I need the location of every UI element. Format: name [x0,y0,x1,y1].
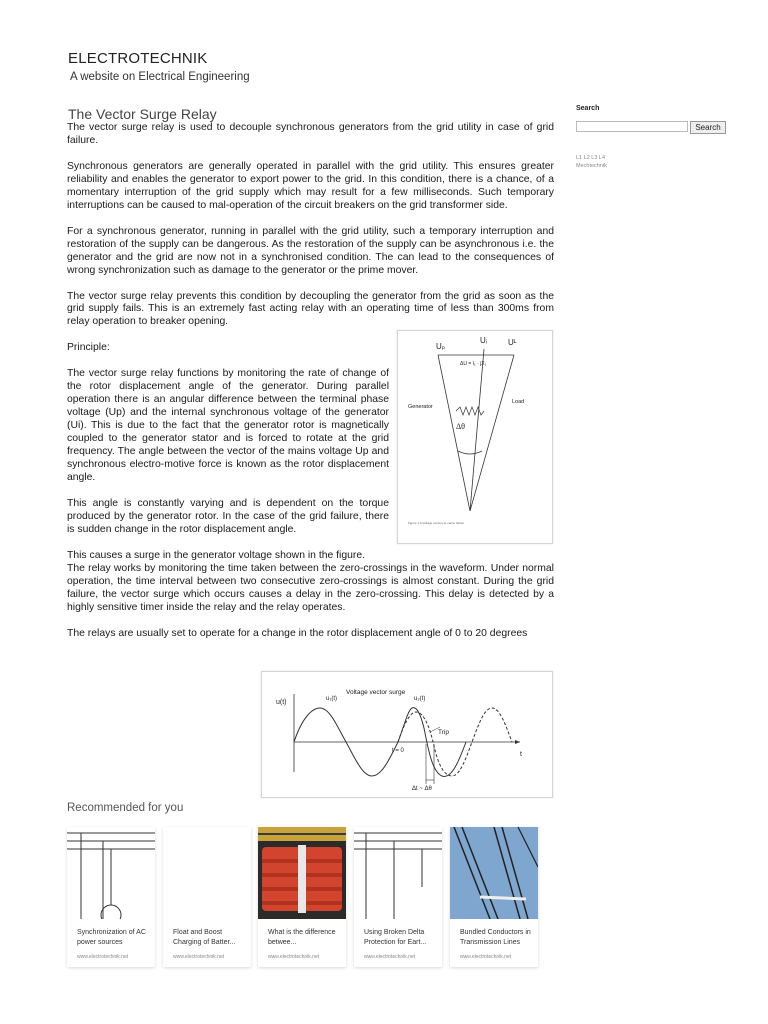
label-formula: ΔU = I₁ · jX₁ [460,361,487,367]
label-generator: Generator [408,404,433,410]
circuit-thumbnail [67,827,155,919]
label-delta: Δt ~ Δθ [412,786,432,792]
label-t: t [520,751,522,758]
card-title-4[interactable]: Using Broken Delta Protection for Eart... [364,929,427,946]
label-load: Load [512,399,525,405]
label-ul: Uᴸ [508,338,517,347]
card-thumbnail-2 [163,827,251,919]
card-site-1: www.electrotechnik.net [77,954,129,960]
delta-circuit-thumbnail [354,827,442,919]
x-axis-arrow [515,740,520,744]
card-thumbnail-5 [450,827,538,919]
figure-caption: Figure 1.0 Voltage vectors at mains failure [408,521,465,525]
site-title[interactable]: ELECTROTECHNIK [68,50,208,67]
waveform-diagram [262,672,552,797]
transmission-line-thumbnail [450,827,538,919]
paragraph-intro: The vector surge relay is used to decouple synchronous generators from the grid utility in case of grid failure. [67,122,554,146]
label-surge: Voltage vector surge [346,689,406,696]
card-thumbnail-1 [67,827,155,919]
search-button[interactable]: Search [690,121,726,134]
card-thumbnail-3 [258,827,346,919]
label-t0: t = 0 [392,748,404,754]
paragraph-relay-works: The relay works by monitoring the time taken between the zero-crossings in the waveform. Under normal operation, the time interval between two consecutive zero-crossings is almost constant. During the grid failure, the vector surge which occurs causes a delay in the zero-crossing. This delay is detected by a highly sensitive timer inside the relay and the relay operates. [67,562,554,613]
vector-up-line [438,355,470,511]
recommended-card-4[interactable] [354,827,442,967]
card-title-2[interactable]: Float and Boost Charging of Batter... [173,929,236,946]
paragraph-parallel-operation: Synchronous generators are generally operated in parallel with the grid utility. This ensures greater reliability and enables the generator to export power to the grid. In this condition, there is a chance, of a momentary interruption of the grid supply which may result for a few milliseconds. Such temporary interruptions can be caused to mal-operation of the circuit breakers on the grid transformer side. [67,160,554,211]
sidebar-links [576,154,607,170]
paragraph-decoupling: The vector surge relay prevents this condition by decoupling the generator from the grid as soon as the grid supply fails. This is an extremely fast acting relay with an operating time of less than 300ms from relay operation to breaker opening. [67,290,554,328]
paragraph-surge: This causes a surge in the generator voltage shown in the figure. [67,549,366,561]
waveform-figure[interactable] [261,671,553,798]
paragraph-danger: For a synchronous generator, running in parallel with the grid utility, such a temporary interruption and restoration of the supply can be dangerous. As the restoration of the supply can be asynchronous i.e. the generator and the grid are now not in a synchronised condition. The can lead to the consequences of wrong synchronization such as damage to the generator or the prime mover. [67,225,554,276]
card-title-5[interactable]: Bundled Conductors in Transmission Lines [460,929,531,946]
principle-block [67,342,389,536]
card-site-3: www.electrotechnik.net [268,954,320,960]
label-ut: u(t) [276,699,287,706]
vector-diagram-figure[interactable] [397,330,553,544]
card-site-2: www.electrotechnik.net [173,954,225,960]
impedance-symbol [456,407,484,415]
label-trip: Trip [438,729,449,736]
post-title[interactable]: The Vector Surge Relay [68,106,217,122]
paragraph-principle-heading: Principle: [67,342,110,354]
label-angle: Δθ [456,422,465,431]
transformer-thumbnail [258,827,346,919]
sidebar-link-line1[interactable]: L1 L2 L3 L4 [576,155,606,161]
label-ui: Uᵢ [480,336,488,345]
recommended-card-2[interactable] [163,827,251,967]
card-title-1[interactable]: Synchronization of AC power sources [77,929,146,946]
search-label: Search [576,105,600,112]
recommended-card-5[interactable] [450,827,538,967]
card-site-4: www.electrotechnik.net [364,954,416,960]
recommended-card-3[interactable] [258,827,346,967]
sidebar-link-line2[interactable]: Mechtechnik [576,163,607,169]
paragraph-angle: This angle is constantly varying and is dependent on the torque produced by the generator rotor. In the case of the grid failure, there is sudden change in the rotor displacement angle. [67,497,389,535]
site-subtitle: A website on Electrical Engineering [70,71,250,83]
card-thumbnail-4 [354,827,442,919]
search-input[interactable] [576,121,688,132]
recommended-heading: Recommended for you [67,802,184,814]
angle-arc [458,451,482,454]
recommended-card-1[interactable] [67,827,155,967]
paragraph-principle: The vector surge relay functions by monitoring the rate of change of the rotor displacement angle of the generator. During parallel operation there is an angular difference between the terminal phase voltage (Up) and the internal synchronous voltage of the generator (Ui). This is due to the fact that the generator rotor is magnetically coupled to the generator stator and is forced to rotate at the grid frequency. The angle between the vector of the mains voltage Up and synchronous electro-motive force is known as the rotor displacement angle. [67,368,389,483]
vector-diagram [398,331,552,543]
card-title-3[interactable]: What is the difference betwee... [268,929,336,946]
card-site-5: www.electrotechnik.net [460,954,512,960]
label-u2: u₂(t) [414,696,426,702]
paragraph-settings: The relays are usually set to operate for a change in the rotor displacement angle of 0 to 20 degrees [67,627,528,639]
label-up: Uₚ [436,342,446,351]
label-u1: u₁(t) [326,696,338,702]
